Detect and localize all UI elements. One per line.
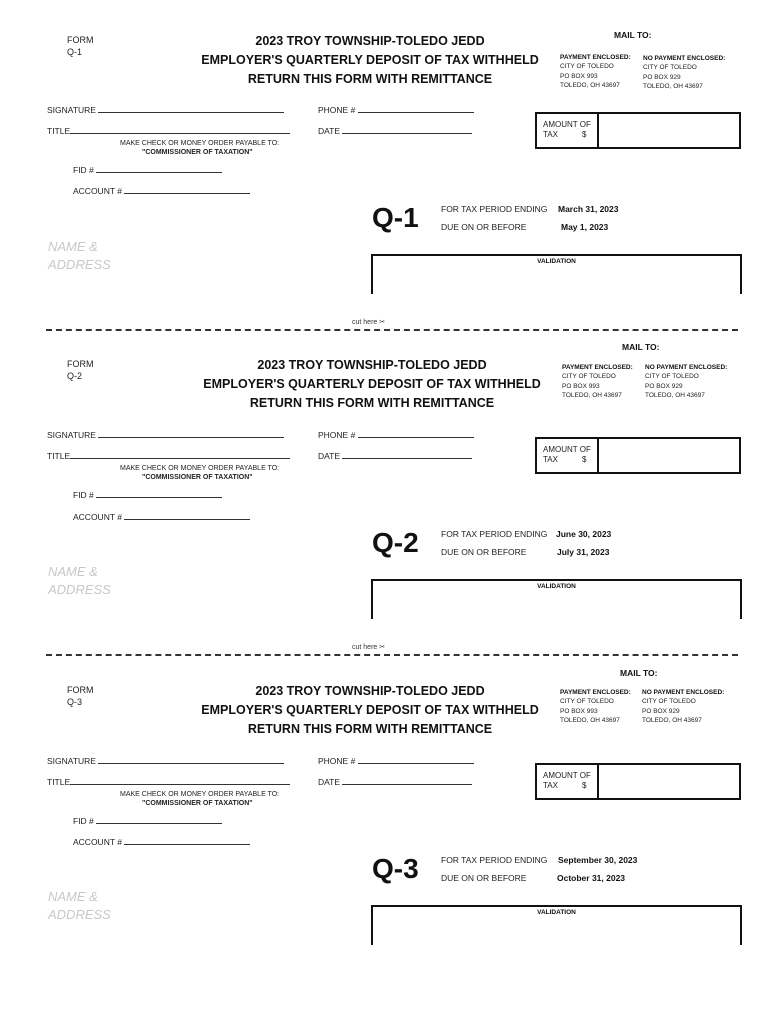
amount-of-tax-box[interactable] [535,112,741,149]
payment-address [562,363,633,401]
address-city-state-zip: TOLEDO, OH 43697 [560,82,620,89]
signature-field[interactable] [47,429,284,440]
title-line-3: RETURN THIS FORM WITH REMITTANCE [247,722,493,736]
name-label: NAME & [48,564,98,579]
form-word: FORM [67,35,94,45]
validation-box [371,579,742,619]
payment-address [560,53,631,91]
form-code: Q-2 [67,371,83,381]
account-field[interactable] [73,185,250,196]
no-payment-address [643,54,725,92]
phone-field[interactable] [318,429,474,440]
form-title [190,32,550,89]
phone-label: PHONE # [318,430,356,440]
dollar-sign: $ [581,130,587,139]
amount-of-tax-label [543,445,591,465]
address-city: CITY OF TOLEDO [642,698,696,705]
address-city-state-zip: TOLEDO, OH 43697 [642,717,702,724]
date-label: DATE [318,451,341,461]
title-field[interactable] [47,125,290,136]
payable-line-1: MAKE CHECK OR MONEY ORDER PAYABLE TO: [120,791,280,798]
account-label: ACCOUNT # [73,837,122,847]
date-field[interactable] [318,450,472,461]
voucher-q2 [0,325,770,650]
payable-line-2: "COMMISSIONER OF TAXATION" [142,474,253,481]
no-payment-enclosed-heading: NO PAYMENT ENCLOSED: [645,364,728,371]
due-label: DUE ON OR BEFORE [441,873,527,883]
quarter-big-label: Q-1 [372,202,419,233]
title-line-1: 2023 TROY TOWNSHIP-TOLEDO JEDD [255,34,485,48]
due-label: DUE ON OR BEFORE [441,547,527,557]
due-label: DUE ON OR BEFORE [441,222,527,232]
name-address-placeholder [48,563,111,599]
title-field[interactable] [47,776,290,787]
no-payment-address [642,688,724,726]
tax-period-value: September 30, 2023 [558,855,638,865]
address-po-box: PO BOX 993 [562,382,600,390]
account-label: ACCOUNT # [73,186,122,196]
tax-period-label: FOR TAX PERIOD ENDING [441,204,548,214]
payment-enclosed-heading: PAYMENT ENCLOSED: [560,54,631,61]
payment-address [560,688,631,726]
fid-field[interactable] [73,815,222,826]
amount-of-text: AMOUNT OF [543,445,591,454]
address-city-state-zip: TOLEDO, OH 43697 [560,717,620,724]
title-label: TITLE [47,451,71,461]
payment-enclosed-heading: PAYMENT ENCLOSED: [562,364,633,371]
account-field[interactable] [73,511,250,522]
form-word: FORM [67,359,94,369]
mail-to-label: MAIL TO: [622,342,660,352]
amount-of-tax-label [543,771,591,791]
address-city: CITY OF TOLEDO [562,373,616,380]
phone-label: PHONE # [318,756,356,766]
address-po-box: PO BOX 929 [645,382,683,390]
phone-field[interactable] [318,755,474,766]
signature-label: SIGNATURE [47,756,96,766]
tax-period-label: FOR TAX PERIOD ENDING [441,855,548,865]
cut-here-label: cut here ✂ [352,644,386,651]
title-field[interactable] [47,450,290,461]
date-label: DATE [318,126,341,136]
tax-text: TAX [543,455,558,464]
date-label: DATE [318,777,341,787]
fid-field[interactable] [73,164,222,175]
address-city-state-zip: TOLEDO, OH 43697 [562,392,622,399]
address-label: ADDRESS [48,257,111,272]
address-city-state-zip: TOLEDO, OH 43697 [645,392,705,399]
tax-period-value: March 31, 2023 [558,204,619,214]
validation-box [371,905,742,945]
address-po-box: PO BOX 993 [560,707,598,715]
no-payment-enclosed-heading: NO PAYMENT ENCLOSED: [642,689,725,696]
no-payment-enclosed-heading: NO PAYMENT ENCLOSED: [643,55,726,62]
date-field[interactable] [318,776,472,787]
validation-label: VALIDATION [537,909,576,916]
cut-here-label: cut here ✂ [352,319,386,326]
payable-line-2: "COMMISSIONER OF TAXATION" [142,149,253,156]
form-label [67,34,94,58]
form-label [67,684,94,708]
address-city: CITY OF TOLEDO [560,698,614,705]
account-label: ACCOUNT # [73,512,122,522]
fid-label: FID # [73,816,94,826]
amount-of-tax-box[interactable] [535,437,741,474]
title-label: TITLE [47,777,71,787]
title-line-2: EMPLOYER'S QUARTERLY DEPOSIT OF TAX WITHHELD [201,53,539,67]
form-code: Q-3 [67,697,83,707]
title-line-3: RETURN THIS FORM WITH REMITTANCE [247,72,493,86]
dollar-sign: $ [581,455,587,464]
no-payment-address [645,363,727,401]
payable-note [120,790,279,808]
validation-label: VALIDATION [537,258,576,265]
voucher-q3 [0,650,770,975]
form-title [190,682,550,739]
name-address-placeholder [48,888,111,924]
title-line-1: 2023 TROY TOWNSHIP-TOLEDO JEDD [255,684,485,698]
payable-note [120,464,279,482]
due-date-value: July 31, 2023 [557,547,610,557]
address-po-box: PO BOX 929 [642,707,680,715]
payable-line-1: MAKE CHECK OR MONEY ORDER PAYABLE TO: [120,465,280,472]
due-date-value: May 1, 2023 [561,222,609,232]
amount-of-tax-box[interactable] [535,763,741,800]
quarter-big-label: Q-2 [372,527,419,558]
address-city-state-zip: TOLEDO, OH 43697 [643,83,703,90]
fid-label: FID # [73,490,94,500]
tax-text: TAX [543,130,558,139]
address-city: CITY OF TOLEDO [643,64,697,71]
fid-label: FID # [73,165,94,175]
title-label: TITLE [47,126,71,136]
dollar-sign: $ [581,781,587,790]
address-po-box: PO BOX 993 [560,72,598,80]
signature-label: SIGNATURE [47,430,96,440]
payable-line-1: MAKE CHECK OR MONEY ORDER PAYABLE TO: [120,140,280,147]
address-label: ADDRESS [48,582,111,597]
form-code: Q-1 [67,47,83,57]
tax-text: TAX [543,781,558,790]
form-word: FORM [67,685,94,695]
amount-of-text: AMOUNT OF [543,771,591,780]
validation-label: VALIDATION [537,583,576,590]
tax-period-value: June 30, 2023 [556,529,612,539]
name-label: NAME & [48,239,98,254]
signature-field[interactable] [47,755,284,766]
payable-line-2: "COMMISSIONER OF TAXATION" [142,800,253,807]
quarter-big-label: Q-3 [372,853,419,884]
address-po-box: PO BOX 929 [643,73,681,81]
phone-field[interactable] [318,104,474,115]
title-line-2: EMPLOYER'S QUARTERLY DEPOSIT OF TAX WITHHELD [203,377,541,391]
voucher-q1 [0,0,770,325]
due-date-value: October 31, 2023 [557,873,626,883]
address-city: CITY OF TOLEDO [560,63,614,70]
amount-of-text: AMOUNT OF [543,120,591,129]
amount-of-tax-label [543,120,591,140]
tax-period-label: FOR TAX PERIOD ENDING [441,529,548,539]
address-city: CITY OF TOLEDO [645,373,699,380]
payable-note [120,139,279,157]
payment-enclosed-heading: PAYMENT ENCLOSED: [560,689,631,696]
phone-label: PHONE # [318,105,356,115]
validation-box [371,254,742,294]
mail-to-label: MAIL TO: [614,30,652,40]
mail-to-label: MAIL TO: [620,668,658,678]
signature-label: SIGNATURE [47,105,96,115]
title-line-1: 2023 TROY TOWNSHIP-TOLEDO JEDD [257,358,487,372]
signature-field[interactable] [47,104,284,115]
form-title [192,356,552,413]
account-field[interactable] [73,836,250,847]
address-label: ADDRESS [48,907,111,922]
title-line-3: RETURN THIS FORM WITH REMITTANCE [249,396,495,410]
fid-field[interactable] [73,489,222,500]
name-address-placeholder [48,238,111,274]
form-label [67,358,94,382]
date-field[interactable] [318,125,472,136]
name-label: NAME & [48,889,98,904]
title-line-2: EMPLOYER'S QUARTERLY DEPOSIT OF TAX WITHHELD [201,703,539,717]
